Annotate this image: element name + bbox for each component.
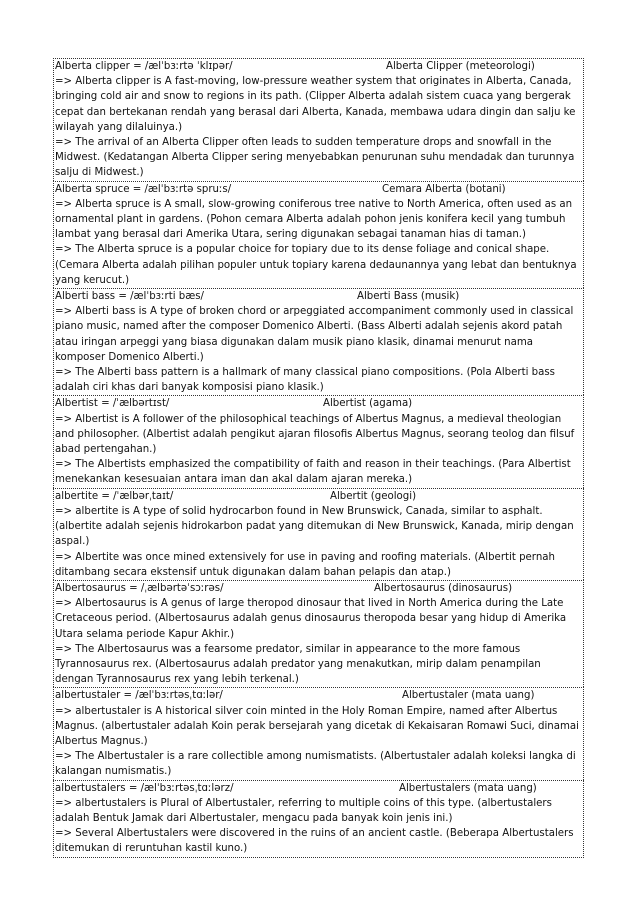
- entry-head: [55, 396, 582, 411]
- entry-example: => The Alberti bass pattern is a hallmark of many classical piano compositions. (Pola Alberti bass adalah ciri khas dari banyak komposisi piano klasik.): [55, 367, 555, 394]
- entry-alberta-clipper: [53, 58, 584, 181]
- entry-definition: => albertite is A type of solid hydrocarbon found in New Brunswick, Canada, similar to asphalt. (albertite adalah sejenis hidrokarbon padat yang ditemukan di New Brunswick, Kanada, mirip dengan aspal.): [55, 505, 574, 548]
- entry-alberti-bass: [53, 288, 584, 395]
- entry-definition: => Albertist is A follower of the philosophical teachings of Albertus Magnus, a medieval theologian and philosopher. (Albertist adalah pengikut ajaran filosofis Albertus Magnus, seorang teolog dan filsuf abad pertengahan.): [55, 413, 575, 456]
- entry-meaning: Albertit (geologi): [330, 490, 417, 502]
- entry-albertosaurus: [53, 580, 584, 687]
- entry-term: Alberta clipper = /ælˈbɜːrtə ˈklɪpər/: [55, 61, 233, 72]
- entry-definition: => albertustaler is A historical silver coin minted in the Holy Roman Empire, named after Albertus Magnus. (albertustaler adalah Koin perak bersejarah yang dicetak di Kekaisaran Romawi Suci, dinamai Albertus Magnus.): [55, 705, 580, 747]
- entry-example: => The Alberta spruce is a popular choice for topiary due to its dense foliage and conical shape. (Cemara Alberta adalah pilihan populer untuk topiary karena dedaunannya yang lebat dan bentuknya yang kerucut.): [55, 244, 577, 286]
- entry-term: Alberti bass = /ælˈbɜːrti bæs/: [55, 291, 204, 303]
- entry-head: [55, 182, 582, 197]
- entry-meaning: Albertustalers (mata uang): [399, 782, 537, 794]
- entry-example: => The Albertists emphasized the compatibility of faith and reason in their teachings. (Para Albertist menekankan kesesuaian antara iman dan akal dalam ajaran mereka.): [55, 459, 571, 486]
- entry-meaning: Cemara Alberta (botani): [382, 183, 506, 195]
- entry-term: Alberta spruce = /ælˈbɜːrtə spruːs/: [55, 183, 232, 195]
- entry-albertite: [53, 488, 584, 580]
- entry-head: [55, 489, 582, 504]
- entry-definition: => Alberti bass is A type of broken chord or arpeggiated accompaniment commonly used in classical piano music, named after the composer Domenico Alberti. (Bass Alberti adalah sejenis akord patah atau iringan arpeggi yang biasa digunakan dalam musik piano klasik, dinamai menurut nama komposer Domenico Alberti.): [55, 306, 574, 363]
- entry-term: albertustaler = /ælˈbɜːrtəsˌtɑːlər/: [55, 690, 223, 702]
- entry-albertist: [53, 395, 584, 487]
- entry-example: => The Albertosaurus was a fearsome predator, similar in appearance to the more famous Tyrannosaurus rex. (Albertosaurus adalah predator yang menakutkan, mirip dalam penampilan dengan Tyrannosaurus rex yang lebih terkenal.): [55, 643, 541, 686]
- entry-meaning: Albertustaler (mata uang): [402, 690, 535, 702]
- entry-term: Albertosaurus = /ˌælbərtəˈsɔːrəs/: [55, 582, 224, 594]
- entry-example: => Several Albertustalers were discovered in the ruins of an ancient castle. (Beberapa Albertustalers ditemukan di reruntuhan kastil kuno.): [55, 828, 574, 855]
- entry-meaning: Albertist (agama): [323, 398, 413, 410]
- entry-definition: => Alberta clipper is A fast-moving, low-pressure weather system that originates in Alberta, Canada, bringing cold air and snow to regions in its path. (Clipper Alberta adalah sistem cuaca yang bergerak cepat dan bertekanan rendah yang berasal dari Alberta, Kanada, membawa udara dingin dan salju ke wilayah yang dilaluinya.): [55, 76, 576, 133]
- entry-head: [55, 289, 582, 304]
- entry-example: => The Albertustaler is a rare collectible among numismatists. (Albertustaler adalah koleksi langka di kalangan numismatis.): [55, 751, 576, 778]
- dictionary-page: [53, 58, 584, 858]
- entry-meaning: Alberta Clipper (meteorologi): [386, 61, 535, 72]
- entry-head: [55, 688, 582, 703]
- entry-term: albertustalers = /ælˈbɜːrtəsˌtɑːlərz/: [55, 782, 234, 794]
- entry-head: [55, 781, 582, 796]
- entry-term: albertite = /ˈælbərˌtaɪt/: [55, 490, 174, 502]
- entry-definition: => Albertosaurus is A genus of large theropod dinosaur that lived in North America during the Late Cretaceous period. (Albertosaurus adalah genus dinosaurus theropoda besar yang hidup di Amerika Utara selama periode Kapur Akhir.): [55, 598, 567, 640]
- entry-head: [55, 581, 582, 596]
- entry-meaning: Alberti Bass (musik): [357, 291, 460, 303]
- entry-example: => The arrival of an Alberta Clipper often leads to sudden temperature drops and snowfall in the Midwest. (Kedatangan Alberta Clipper sering menyebabkan penurunan suhu mendadak dan turunnya salju di Midwest.): [55, 137, 575, 179]
- entry-head: [55, 59, 582, 74]
- entry-term: Albertist = /ˈælbərtɪst/: [55, 398, 170, 410]
- entry-definition: => albertustalers is Plural of Albertustaler, referring to multiple coins of this type. (albertustalers adalah Bentuk Jamak dari Albertustaler, mengacu pada banyak koin jenis ini.): [55, 797, 552, 824]
- entry-albertustalers: [53, 780, 584, 858]
- entry-definition: => Alberta spruce is A small, slow-growing coniferous tree native to North America, often used as an ornamental plant in gardens. (Pohon cemara Alberta adalah pohon jenis konifera kecil yang tumbuh lambat yang berasal dari Amerika Utara, sering digunakan sebagai tanaman hias di taman.): [55, 198, 573, 241]
- entry-albertustaler: [53, 687, 584, 779]
- entry-meaning: Albertosaurus (dinosaurus): [374, 582, 513, 594]
- entry-example: => Albertite was once mined extensively for use in paving and roofing materials. (Albertit pernah ditambang secara ekstensif untuk digunakan dalam bahan pelapis dan atap.): [55, 551, 555, 578]
- entry-alberta-spruce: [53, 181, 584, 288]
